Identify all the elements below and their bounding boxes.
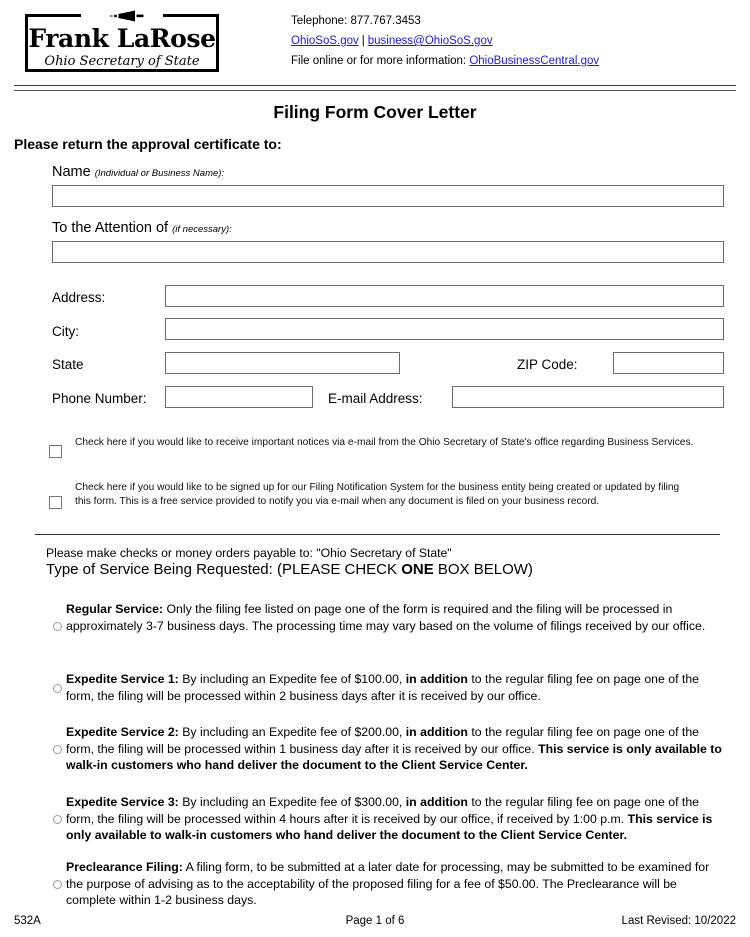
ohiobusinesscentral-link[interactable]: OhioBusinessCentral.gov [469, 55, 600, 67]
option-expedite-service-3 [66, 794, 728, 844]
city-label: City: [52, 324, 79, 339]
page-title: Filing Form Cover Letter [273, 102, 477, 122]
option-expedite-2-title: Expedite Service 2: [66, 725, 179, 739]
footer-page-indicator: Page 1 of 6 [345, 915, 405, 927]
name-label [52, 164, 224, 180]
logo-secondary-text: Ohio Secretary of State [44, 54, 200, 69]
option-regular-service [66, 601, 728, 634]
checkbox-email-notices-label: Check here if you would like to receive important notices via e-mail from the Ohio Secretary of State's office regarding Business Services. [75, 437, 694, 448]
checkbox-filing-notification[interactable] [49, 496, 62, 509]
eagle-pennant-icon [109, 11, 144, 22]
service-type-prefix: Type of Service Being Requested: (PLEASE CHECK [46, 561, 402, 578]
ohio-sos-logo [24, 8, 220, 76]
checkbox-filing-notification-label: Check here if you would like to be signed up for our Filing Notification System for the business entity being created or updated by filing this form. This is a free service provided to notify you via e-mail when any document is filed on your business record. [75, 482, 680, 507]
option-expedite-service-1 [66, 671, 728, 704]
payment-note: Please make checks or money orders payable to: "Ohio Secretary of State" [46, 546, 452, 560]
return-instruction: Please return the approval certificate to: [14, 136, 282, 152]
option-expedite-2-body-2: to the regular filing fee on page one of the form, the filing will be processed within 1 business day after it is received by our office. [66, 725, 700, 756]
phone-label: Phone Number: [52, 391, 147, 406]
option-expedite-1-bold-1: in addition [405, 672, 468, 686]
option-preclearance-filing [66, 859, 728, 909]
service-type-suffix: BOX BELOW) [433, 561, 533, 578]
email-input[interactable] [452, 386, 724, 408]
contact-block [291, 11, 731, 71]
radio-preclearance-filing[interactable] [53, 880, 62, 889]
option-expedite-3-bold-1: in addition [405, 795, 468, 809]
checkbox-email-notices[interactable] [49, 445, 62, 458]
name-label-text: Name [52, 164, 91, 180]
option-expedite-1-title: Expedite Service 1: [66, 672, 179, 686]
option-preclearance-title: Preclearance Filing: [66, 860, 183, 874]
links-line [291, 31, 731, 51]
option-expedite-3-body-1: By including an Expedite fee of $300.00, [178, 795, 406, 809]
address-label: Address: [52, 290, 106, 305]
attention-label-hint: (if necessary): [172, 224, 232, 235]
file-online-line [291, 51, 731, 71]
name-label-hint: (Individual or Business Name): [94, 168, 225, 179]
file-online-prefix: File online or for more information: [291, 55, 467, 67]
page-header [0, 0, 750, 86]
radio-expedite-service-2[interactable] [53, 745, 62, 754]
radio-regular-service[interactable] [53, 622, 62, 631]
option-regular-service-title: Regular Service: [66, 602, 164, 616]
service-type-heading [46, 561, 533, 578]
state-input[interactable] [165, 352, 400, 374]
email-label: E-mail Address: [328, 391, 423, 406]
option-expedite-3-bold-2: This service is only available to walk-in customers who hand deliver the document to the Client Service Center. [66, 811, 713, 842]
link-separator: | [361, 35, 365, 47]
city-input[interactable] [165, 318, 724, 340]
option-preclearance-body: A filing form, to be submitted at a later date for processing, may be submitted to be examined for the purpose of advising as to the acceptability of the proposed filing for a fee of $50.00. The Preclearance will be complete within 1-2 business days. [66, 860, 710, 907]
option-expedite-1-body-2: to the regular filing fee on page one of the form, the filing will be processed within 2 business days after it is received by our office. [66, 672, 700, 703]
option-regular-service-body: Only the filing fee listed on page one of the form is required and the filing will be processed in approximately 3-7 business days. The processing time may vary based on the volume of filings received by our office. [66, 602, 706, 633]
attention-label [52, 220, 232, 236]
section-divider [35, 534, 720, 535]
zip-label: ZIP Code: [517, 357, 578, 372]
option-expedite-3-body-2: to the regular filing fee on page one of the form, the filing will be processed within 4 hours after it is received by our office, if received by 1:00 p.m. [66, 795, 700, 826]
option-expedite-2-bold-2: This service is only available to walk-in customers who hand deliver the document to the Client Service Center. [66, 741, 722, 772]
state-label: State [52, 357, 84, 372]
option-expedite-2-bold-1: in addition [405, 725, 468, 739]
logo-primary-text: Frank LaRose [28, 24, 216, 53]
attention-label-text: To the Attention of [52, 220, 169, 236]
option-expedite-3-title: Expedite Service 3: [66, 795, 179, 809]
telephone-line: Telephone: 877.767.3453 [291, 15, 421, 27]
name-input[interactable] [52, 185, 724, 207]
service-type-emphasis: ONE [401, 561, 434, 578]
ohiosos-website-link[interactable]: OhioSoS.gov [291, 35, 359, 47]
business-email-link[interactable]: business@OhioSoS.gov [367, 35, 493, 47]
header-divider [14, 85, 736, 91]
option-expedite-service-2 [66, 724, 728, 774]
radio-expedite-service-1[interactable] [53, 684, 62, 693]
option-expedite-1-body-1: By including an Expedite fee of $100.00, [178, 672, 406, 686]
radio-expedite-service-3[interactable] [53, 815, 62, 824]
attention-input[interactable] [52, 241, 724, 263]
address-input[interactable] [165, 285, 724, 307]
footer-form-number: 532A [14, 915, 41, 927]
footer-last-revised: Last Revised: 10/2022 [621, 915, 736, 927]
phone-input[interactable] [165, 386, 313, 408]
option-expedite-2-body-1: By including an Expedite fee of $200.00, [178, 725, 406, 739]
zip-input[interactable] [613, 352, 724, 374]
